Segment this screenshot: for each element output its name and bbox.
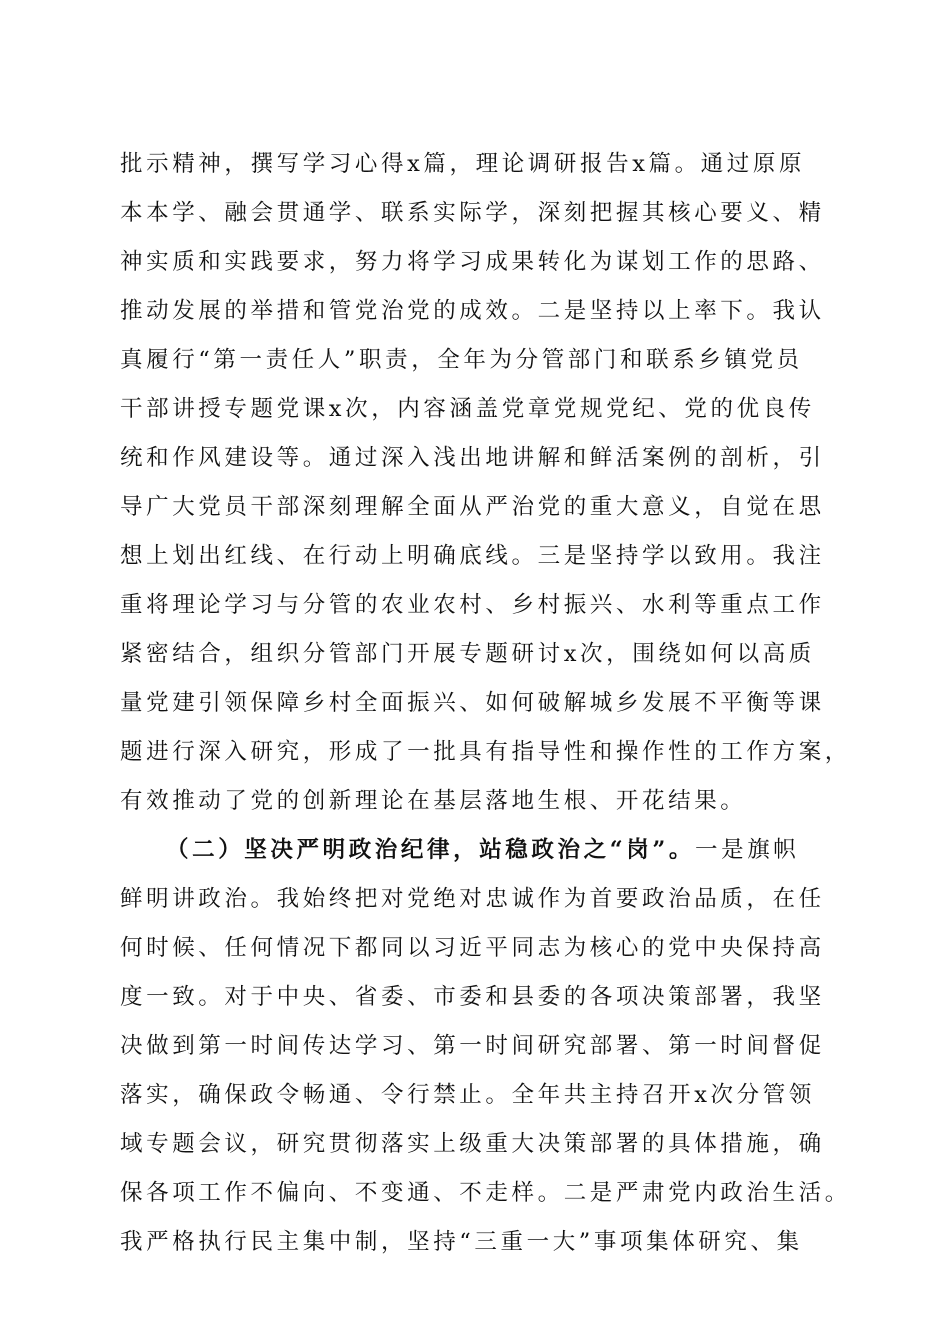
text-line: 题进行深入研究，形成了一批具有指导性和操作性的工作方案， bbox=[120, 739, 851, 765]
text-line: 何时候、任何情况下都同以习近平同志为核心的党中央保持高 bbox=[120, 935, 825, 961]
text-line: 想上划出红线、在行动上明确底线。三是坚持学以致用。我注 bbox=[120, 543, 825, 569]
text-line: 真履行“第一责任人”职责，全年为分管部门和联系乡镇党员 bbox=[120, 347, 803, 373]
text-line: 保各项工作不偏向、不变通、不走样。二是严肃党内政治生活。 bbox=[120, 1180, 851, 1206]
section-2-first-line-rest: 一是旗帜 bbox=[695, 837, 800, 863]
body-text bbox=[120, 140, 851, 1267]
text-line: 统和作风建设等。通过深入浅出地讲解和鲜活案例的剖析，引 bbox=[120, 445, 825, 471]
text-line: 域专题会议，研究贯彻落实上级重大决策部署的具体措施，确 bbox=[120, 1131, 825, 1157]
section-2-heading: （二）坚决严明政治纪律，站稳政治之“岗”。 bbox=[166, 837, 695, 863]
text-line: 有效推动了党的创新理论在基层落地生根、开花结果。 bbox=[120, 788, 747, 814]
text-line: 量党建引领保障乡村全面振兴、如何破解城乡发展不平衡等课 bbox=[120, 690, 825, 716]
text-line: 本本学、融会贯通学、联系实际学，深刻把握其核心要义、精 bbox=[120, 200, 825, 226]
text-line: 重将理论学习与分管的农业农村、乡村振兴、水利等重点工作 bbox=[120, 592, 825, 618]
text-line: 紧密结合，组织分管部门开展专题研讨x次，围绕如何以高质 bbox=[120, 641, 815, 667]
text-line: 度一致。对于中央、省委、市委和县委的各项决策部署，我坚 bbox=[120, 984, 825, 1010]
text-line: 决做到第一时间传达学习、第一时间研究部署、第一时间督促 bbox=[120, 1033, 825, 1059]
text-line: 批示精神，撰写学习心得x篇，理论调研报告x篇。通过原原 bbox=[120, 151, 806, 177]
text-line: 神实质和实践要求，努力将学习成果转化为谋划工作的思路、 bbox=[120, 249, 825, 275]
text-line: 我严格执行民主集中制，坚持“三重一大”事项集体研究、集 bbox=[120, 1229, 803, 1255]
text-line: 导广大党员干部深刻理解全面从严治党的重大意义，自觉在思 bbox=[120, 494, 825, 520]
text-line: 落实，确保政令畅通、令行禁止。全年共主持召开x次分管领 bbox=[120, 1082, 815, 1108]
section-2-first-line bbox=[120, 826, 840, 875]
text-line: 干部讲授专题党课x次，内容涵盖党章党规党纪、党的优良传 bbox=[120, 396, 815, 422]
text-line: 鲜明讲政治。我始终把对党绝对忠诚作为首要政治品质，在任 bbox=[120, 886, 825, 912]
text-line: 推动发展的举措和管党治党的成效。二是坚持以上率下。我认 bbox=[120, 298, 825, 324]
